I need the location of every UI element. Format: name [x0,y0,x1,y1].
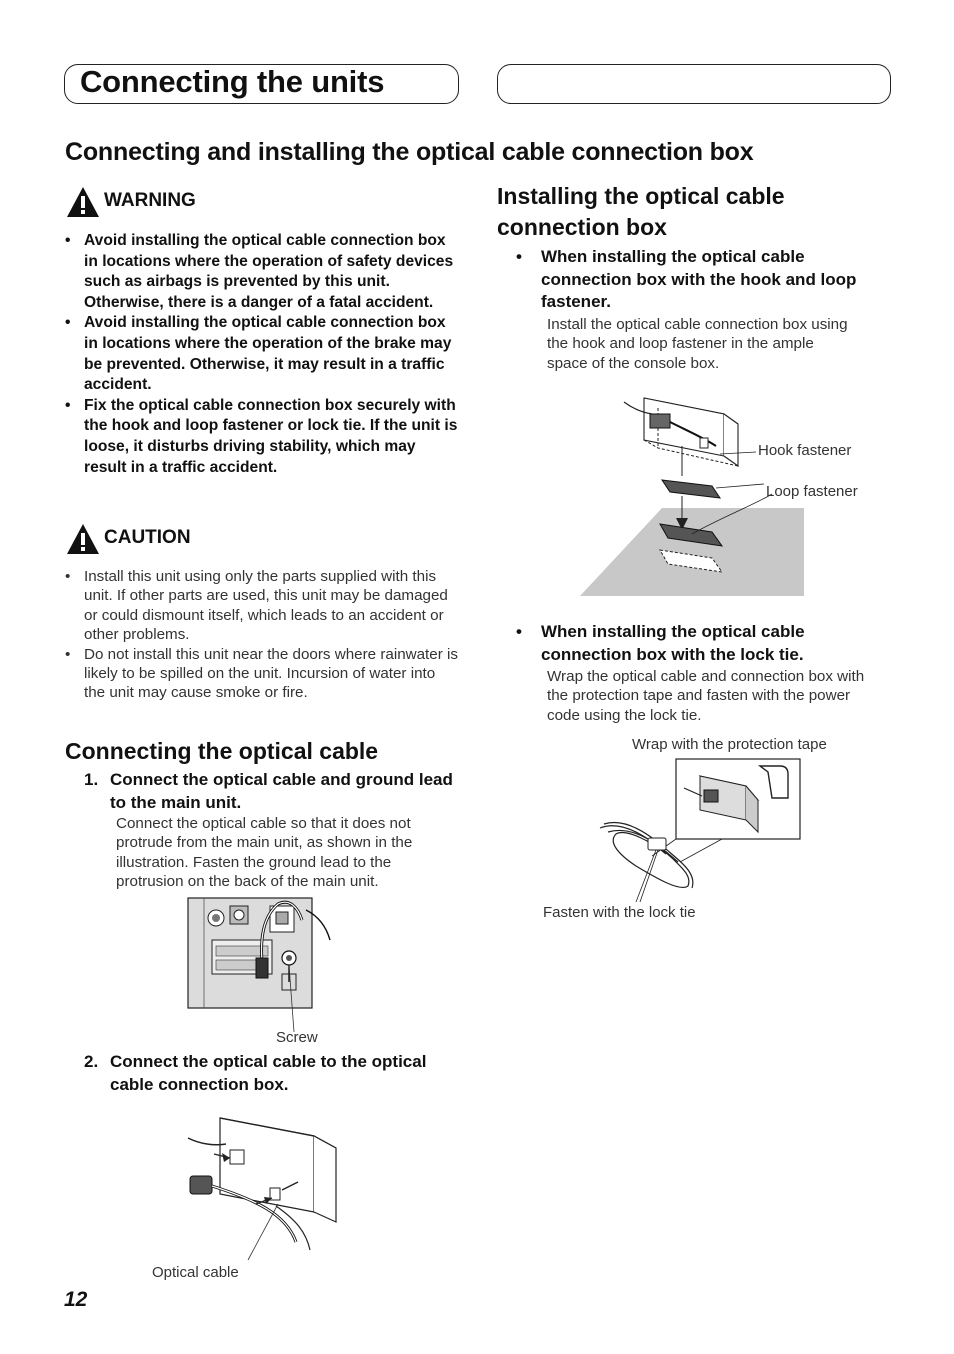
hook-loop-body: Install the optical cable connection box using the hook and loop fastener in the ample space of the console box. [547,316,848,372]
header-right-box [497,64,891,104]
caution-label: CAUTION [104,527,191,548]
hook-loop-title: When installing the optical cable connection box with the hook and loop fastener. [541,247,857,311]
connecting-heading: Connecting the optical cable [65,738,379,764]
caution-triangle-icon [66,523,100,555]
step-2 [84,1050,464,1096]
lock-tie-illustration [596,758,806,902]
optical-cable-label: Optical cable [152,1264,239,1281]
step-1-title: Connect the optical cable and ground lead to the main unit. [110,770,453,812]
step-1-body: Connect the optical cable so that it does not protrude from the main unit, as shown in the illustration. Fasten the ground lead to the protrusion on the back of the main unit. [116,815,413,891]
hook-loop-bullet: • When installing the optical cable connection box with the hook and loop fastener. [516,246,876,314]
page-number: 12 [64,1288,88,1311]
section-title: Connecting and installing the optical cable connection box [65,138,754,166]
step-1-number: 1. [84,770,99,789]
warning-list [65,231,460,478]
wrap-protection-tape-label: Wrap with the protection tape [632,736,827,753]
step-1 [84,768,464,814]
page-title: Connecting the units [80,64,385,99]
lock-tie-title: When installing the optical cable connection box with the lock tie. [541,622,805,664]
warning-label: WARNING [104,190,196,211]
installing-heading: Installing the optical cable connection box [497,183,785,240]
step-2-number: 2. [84,1052,99,1071]
warning-item: • Avoid installing the optical cable connection box in locations where the operation of safety devices such as airbags is prevented by this unit. Otherwise, there is a danger of a fatal accident. [65,231,460,313]
lock-tie-bullet: • When installing the optical cable connection box with the lock tie. [516,621,876,667]
warning-item: • Avoid installing the optical cable connection box in locations where the operation of the brake may be prevented. Otherwise, it may result in a traffic accident. [65,313,460,395]
fasten-lock-tie-label: Fasten with the lock tie [543,904,696,921]
caution-item: • Install this unit using only the parts supplied with this unit. If other parts are used, this unit may be damaged or could dismount itself, which leads to an accident or other problems. [65,567,460,645]
warning-item: • Fix the optical cable connection box securely with the hook and loop fastener or lock tie. If the unit is loose, it disturbs driving stability, which may result in a traffic accident. [65,396,460,478]
caution-list [65,567,460,703]
caution-item: • Do not install this unit near the doors where rainwater is likely to be spilled on the unit. Incursion of water into the unit may cause smoke or fire. [65,645,460,703]
lock-tie-body: Wrap the optical cable and connection box with the protection tape and fasten with the power code using the lock tie. [547,668,865,724]
warning-triangle-icon [66,186,100,218]
loop-fastener-label: Loop fastener [766,483,858,500]
step-2-title: Connect the optical cable to the optical cable connection box. [110,1052,427,1094]
hook-fastener-label: Hook fastener [758,442,852,459]
main-unit-rear-illustration [186,896,332,1010]
connection-box-cable-illustration [186,1110,340,1260]
screw-label: Screw [276,1029,318,1046]
